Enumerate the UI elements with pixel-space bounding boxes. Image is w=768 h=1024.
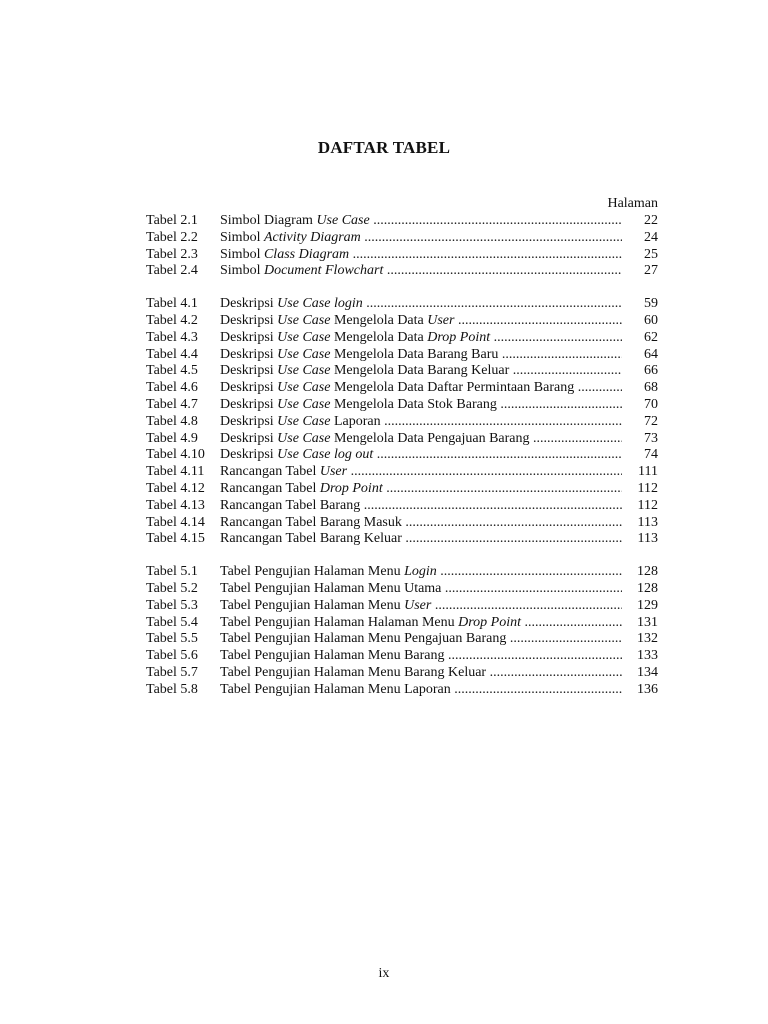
caption-text: Use Case bbox=[277, 329, 331, 345]
list-item bbox=[146, 347, 658, 364]
caption-text: Rancangan Tabel Barang Keluar bbox=[220, 531, 402, 547]
caption-text: Drop Point bbox=[427, 329, 491, 345]
caption-text: Deskripsi bbox=[220, 329, 278, 345]
list-item bbox=[146, 397, 658, 414]
table-caption bbox=[220, 363, 622, 380]
caption-text: Rancangan Tabel Barang Masuk bbox=[220, 514, 402, 530]
caption-text: Use Case login bbox=[277, 296, 363, 312]
list-item bbox=[146, 564, 658, 581]
table-caption bbox=[220, 431, 622, 448]
table-number: Tabel 4.8 bbox=[146, 413, 198, 429]
table-number: Tabel 4.9 bbox=[146, 430, 198, 446]
table-number: Tabel 4.4 bbox=[146, 346, 198, 362]
table-group bbox=[146, 296, 658, 548]
table-caption bbox=[220, 498, 622, 515]
caption-text: Activity Diagram bbox=[263, 229, 361, 245]
table-number: Tabel 5.6 bbox=[146, 648, 198, 664]
table-caption bbox=[220, 347, 622, 364]
table-list bbox=[146, 213, 658, 715]
caption-text: Use Case bbox=[277, 363, 331, 379]
table-number: Tabel 4.10 bbox=[146, 447, 205, 463]
table-number: Tabel 2.2 bbox=[146, 229, 198, 245]
table-number: Tabel 2.4 bbox=[146, 263, 198, 279]
caption-text: Mengelola Data Stok Barang bbox=[330, 396, 497, 412]
caption-text: Deskripsi bbox=[220, 447, 278, 463]
caption-text: Deskripsi bbox=[220, 413, 278, 429]
page-reference: 129 bbox=[637, 597, 658, 613]
page-reference: 113 bbox=[637, 514, 658, 530]
caption-text: Tabel Pengujian Halaman Menu bbox=[220, 597, 405, 613]
table-number: Tabel 5.3 bbox=[146, 597, 198, 613]
caption-text: Rancangan Tabel bbox=[220, 480, 320, 496]
caption-text: Use Case bbox=[277, 346, 331, 362]
table-number: Tabel 5.7 bbox=[146, 664, 198, 680]
table-caption bbox=[220, 598, 622, 615]
caption-text: Mengelola Data Daftar Permintaan Barang bbox=[330, 380, 575, 396]
table-caption bbox=[220, 464, 622, 481]
table-caption bbox=[220, 247, 622, 264]
list-item bbox=[146, 247, 658, 264]
table-group bbox=[146, 564, 658, 698]
page-reference: 74 bbox=[644, 447, 658, 463]
caption-text: Deskripsi bbox=[220, 296, 278, 312]
caption-text: Mengelola Data Pengajuan Barang bbox=[330, 430, 530, 446]
list-item bbox=[146, 263, 658, 280]
list-item bbox=[146, 615, 658, 632]
caption-text: Use Case bbox=[277, 413, 331, 429]
table-caption bbox=[220, 447, 622, 464]
caption-text: Use Case bbox=[277, 312, 331, 328]
table-number: Tabel 4.13 bbox=[146, 497, 205, 513]
caption-text: Simbol Diagram bbox=[220, 213, 317, 228]
table-number: Tabel 4.15 bbox=[146, 531, 205, 547]
page-reference: 73 bbox=[644, 430, 658, 446]
table-number: Tabel 4.12 bbox=[146, 480, 205, 496]
page-reference: 70 bbox=[644, 396, 658, 412]
table-group bbox=[146, 213, 658, 280]
page-reference: 132 bbox=[637, 631, 658, 647]
caption-text: Drop Point bbox=[319, 480, 383, 496]
table-caption bbox=[220, 682, 622, 699]
table-number: Tabel 4.3 bbox=[146, 329, 198, 345]
caption-text: Use Case bbox=[277, 430, 331, 446]
caption-text: Tabel Pengujian Halaman Menu Pengajuan Barang bbox=[220, 631, 507, 647]
table-number: Tabel 2.3 bbox=[146, 246, 198, 262]
table-number: Tabel 4.7 bbox=[146, 396, 198, 412]
table-caption bbox=[220, 531, 622, 548]
table-caption bbox=[220, 313, 622, 330]
table-number: Tabel 5.5 bbox=[146, 631, 198, 647]
page-reference: 27 bbox=[644, 263, 658, 279]
table-number: Tabel 4.11 bbox=[146, 464, 205, 480]
table-caption bbox=[220, 230, 622, 247]
table-caption bbox=[220, 631, 622, 648]
caption-text: Drop Point bbox=[458, 614, 521, 630]
caption-text: Mengelola Data Barang Baru bbox=[330, 346, 499, 362]
table-number: Tabel 2.1 bbox=[146, 213, 198, 228]
page-column-header: Halaman bbox=[607, 196, 658, 211]
page-number: ix bbox=[378, 966, 390, 981]
table-caption bbox=[220, 515, 622, 532]
table-caption bbox=[220, 213, 622, 230]
table-number: Tabel 5.8 bbox=[146, 681, 198, 697]
page-reference: 136 bbox=[637, 681, 658, 697]
caption-text: Rancangan Tabel bbox=[220, 464, 320, 480]
page-reference: 68 bbox=[644, 380, 658, 396]
list-item bbox=[146, 313, 658, 330]
list-item bbox=[146, 498, 658, 515]
caption-text: Deskripsi bbox=[220, 380, 278, 396]
caption-text: Deskripsi bbox=[220, 312, 278, 328]
page-reference: 113 bbox=[637, 531, 658, 547]
page-reference: 25 bbox=[644, 246, 658, 262]
table-caption bbox=[220, 263, 622, 280]
page-reference: 66 bbox=[644, 363, 658, 379]
caption-text: Login bbox=[404, 564, 437, 580]
table-caption bbox=[220, 564, 622, 581]
page-reference: 133 bbox=[637, 648, 658, 664]
list-item bbox=[146, 213, 658, 230]
caption-text: Use Case bbox=[277, 380, 331, 396]
caption-text: Use Case bbox=[316, 213, 370, 228]
list-item bbox=[146, 464, 658, 481]
caption-text: Rancangan Tabel Barang bbox=[220, 497, 361, 513]
table-number: Tabel 5.1 bbox=[146, 564, 198, 580]
caption-text: Tabel Pengujian Halaman Halaman Menu bbox=[220, 614, 459, 630]
list-item bbox=[146, 330, 658, 347]
table-caption bbox=[220, 296, 622, 313]
page-reference: 131 bbox=[637, 614, 658, 630]
list-item bbox=[146, 230, 658, 247]
table-caption bbox=[220, 481, 622, 498]
table-caption bbox=[220, 330, 622, 347]
caption-text: Tabel Pengujian Halaman Menu Utama bbox=[220, 580, 442, 596]
table-number: Tabel 4.2 bbox=[146, 312, 198, 328]
caption-text: Laporan bbox=[330, 413, 381, 429]
page-reference: 112 bbox=[637, 497, 658, 513]
list-item bbox=[146, 631, 658, 648]
caption-text: Deskripsi bbox=[220, 346, 278, 362]
page-reference: 24 bbox=[644, 229, 658, 245]
page-reference: 128 bbox=[637, 580, 658, 596]
caption-text: Simbol bbox=[220, 246, 264, 262]
page-reference: 72 bbox=[644, 413, 658, 429]
caption-text: User bbox=[404, 597, 432, 613]
list-item bbox=[146, 296, 658, 313]
list-item bbox=[146, 414, 658, 431]
caption-text: Deskripsi bbox=[220, 363, 278, 379]
list-item bbox=[146, 531, 658, 548]
table-caption bbox=[220, 397, 622, 414]
table-caption bbox=[220, 414, 622, 431]
caption-text: User bbox=[319, 464, 348, 480]
page-reference: 59 bbox=[644, 296, 658, 312]
page-reference: 134 bbox=[637, 664, 658, 680]
page-reference: 64 bbox=[644, 346, 658, 362]
page-title: DAFTAR TABEL bbox=[317, 138, 451, 157]
caption-text: Mengelola Data bbox=[330, 312, 428, 328]
table-caption bbox=[220, 648, 622, 665]
caption-text: Deskripsi bbox=[220, 430, 278, 446]
page-reference: 128 bbox=[637, 564, 658, 580]
list-item bbox=[146, 431, 658, 448]
caption-text: Tabel Pengujian Halaman Menu bbox=[220, 564, 405, 580]
caption-text: Tabel Pengujian Halaman Menu Barang bbox=[220, 648, 445, 664]
caption-text: User bbox=[427, 312, 455, 328]
list-item bbox=[146, 648, 658, 665]
table-caption bbox=[220, 581, 622, 598]
list-item bbox=[146, 515, 658, 532]
table-number: Tabel 5.4 bbox=[146, 614, 198, 630]
page-reference: 22 bbox=[644, 213, 658, 228]
page-reference: 111 bbox=[638, 464, 658, 480]
list-item bbox=[146, 581, 658, 598]
table-number: Tabel 4.14 bbox=[146, 514, 205, 530]
table-number: Tabel 4.5 bbox=[146, 363, 198, 379]
caption-text: Use Case log out bbox=[277, 447, 374, 463]
caption-text: Deskripsi bbox=[220, 396, 278, 412]
caption-text: Class Diagram bbox=[263, 246, 350, 262]
table-caption bbox=[220, 665, 622, 682]
list-item bbox=[146, 481, 658, 498]
caption-text: Tabel Pengujian Halaman Menu Laporan bbox=[220, 681, 451, 697]
caption-text: Mengelola Data Barang Keluar bbox=[330, 363, 510, 379]
list-item bbox=[146, 447, 658, 464]
table-number: Tabel 5.2 bbox=[146, 580, 198, 596]
caption-text: Simbol bbox=[220, 263, 264, 279]
caption-text: Document Flowchart bbox=[263, 263, 384, 279]
table-number: Tabel 4.6 bbox=[146, 380, 198, 396]
page-reference: 60 bbox=[644, 312, 658, 328]
caption-text: Simbol bbox=[220, 229, 264, 245]
page-reference: 62 bbox=[644, 329, 658, 345]
list-item bbox=[146, 598, 658, 615]
list-item bbox=[146, 380, 658, 397]
list-item bbox=[146, 682, 658, 699]
caption-text: Mengelola Data bbox=[330, 329, 428, 345]
caption-text: Use Case bbox=[277, 396, 331, 412]
page-reference: 112 bbox=[637, 480, 658, 496]
table-caption bbox=[220, 380, 622, 397]
list-item bbox=[146, 665, 658, 682]
list-item bbox=[146, 363, 658, 380]
table-number: Tabel 4.1 bbox=[146, 296, 198, 312]
table-caption bbox=[220, 615, 622, 632]
caption-text: Tabel Pengujian Halaman Menu Barang Keluar bbox=[220, 664, 487, 680]
